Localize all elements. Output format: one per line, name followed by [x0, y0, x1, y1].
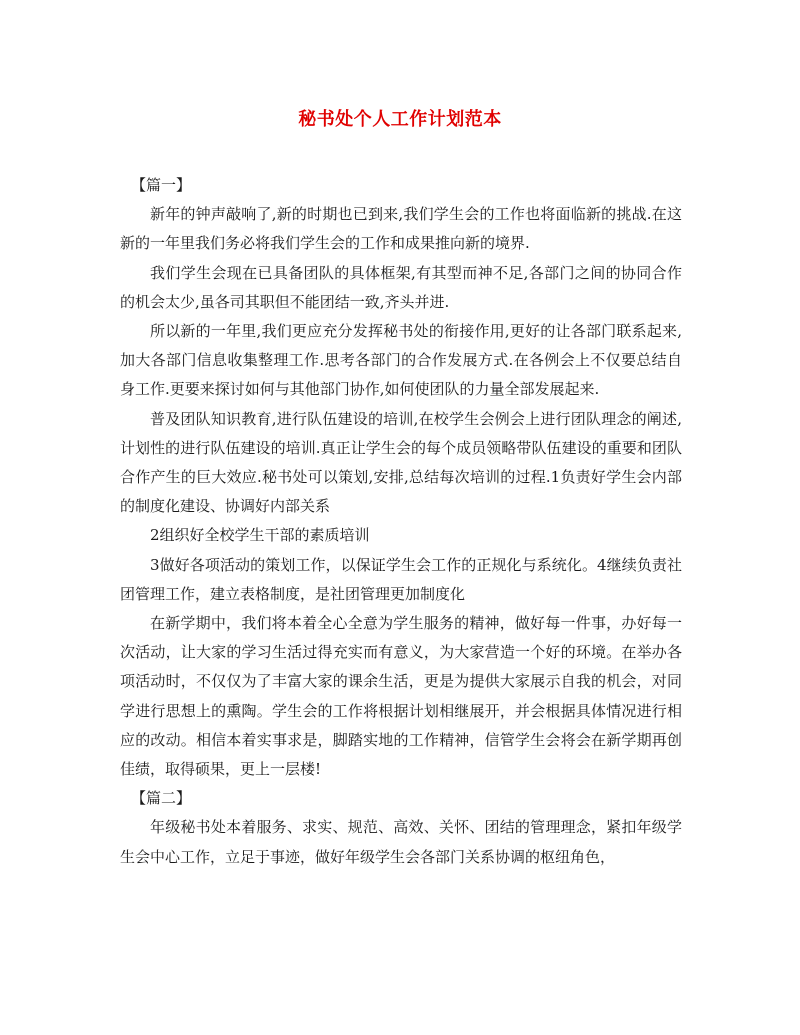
paragraph: 在新学期中，我们将本着全心全意为学生服务的精神，做好每一件事，办好每一次活动，让大家的学习生活过得充实而有意义，为大家营造一个好的环境。在举办各项活动时，不仅仅为了丰富大家的课余生活，更是为提供大家展示自我的机会，对同学进行思想上的熏陶。学生会的工作将根据计划相继展开，并会根据具体情况进行相应的改动。相信本着实事求是，脚踏实地的工作精神，信管学生会将会在新学期再创佳绩，取得硕果，更上一层楼!	[120, 614, 682, 779]
page-title: 秘书处个人工作计划范本	[298, 109, 502, 130]
paragraph: 年级秘书处本着服务、求实、规范、高效、关怀、团结的管理理念，紧扣年级学生会中心工作，立足于事迹，做好年级学生会各部门关系协调的枢纽角色，	[120, 818, 682, 866]
paragraph: 新年的钟声敲响了,新的时期也已到来,我们学生会的工作也将面临新的挑战.在这新的一年里我们务必将我们学生会的工作和成果推向新的境界.	[120, 205, 682, 253]
paragraph: 所以新的一年里,我们更应充分发挥秘书处的衔接作用,更好的让各部门联系起来,加大各部门信息收集整理工作.思考各部门的合作发展方式.在各例会上不仅要总结自身工作.更要来探讨如何与其他部门协作,如何使团队的力量全部发展起来.	[120, 322, 682, 399]
paragraph: 2组织好全校学生干部的素质培训	[150, 526, 370, 545]
section-heading-2: 【篇二】	[131, 789, 192, 808]
section-heading-1: 【篇一】	[131, 176, 192, 194]
paragraph: 3做好各项活动的策划工作，以保证学生会工作的正规化与系统化。4继续负责社团管理工作，建立表格制度，是社团管理更加制度化	[120, 555, 682, 603]
paragraph: 我们学生会现在已具备团队的具体框架,有其型而神不足,各部门之间的协同合作的机会太少,虽各司其职但不能团结一致,齐头并进.	[120, 263, 682, 311]
paragraph: 普及团队知识教育,进行队伍建设的培训,在校学生会例会上进行团队理念的阐述,计划性的进行队伍建设的培训.真正让学生会的每个成员领略带队伍建设的重要和团队合作产生的巨大效应.秘书处可以策划,安排,总结每次培训的过程.1负责好学生会内部的制度化建设、协调好内部关系	[120, 409, 682, 516]
document-body	[120, 171, 682, 872]
